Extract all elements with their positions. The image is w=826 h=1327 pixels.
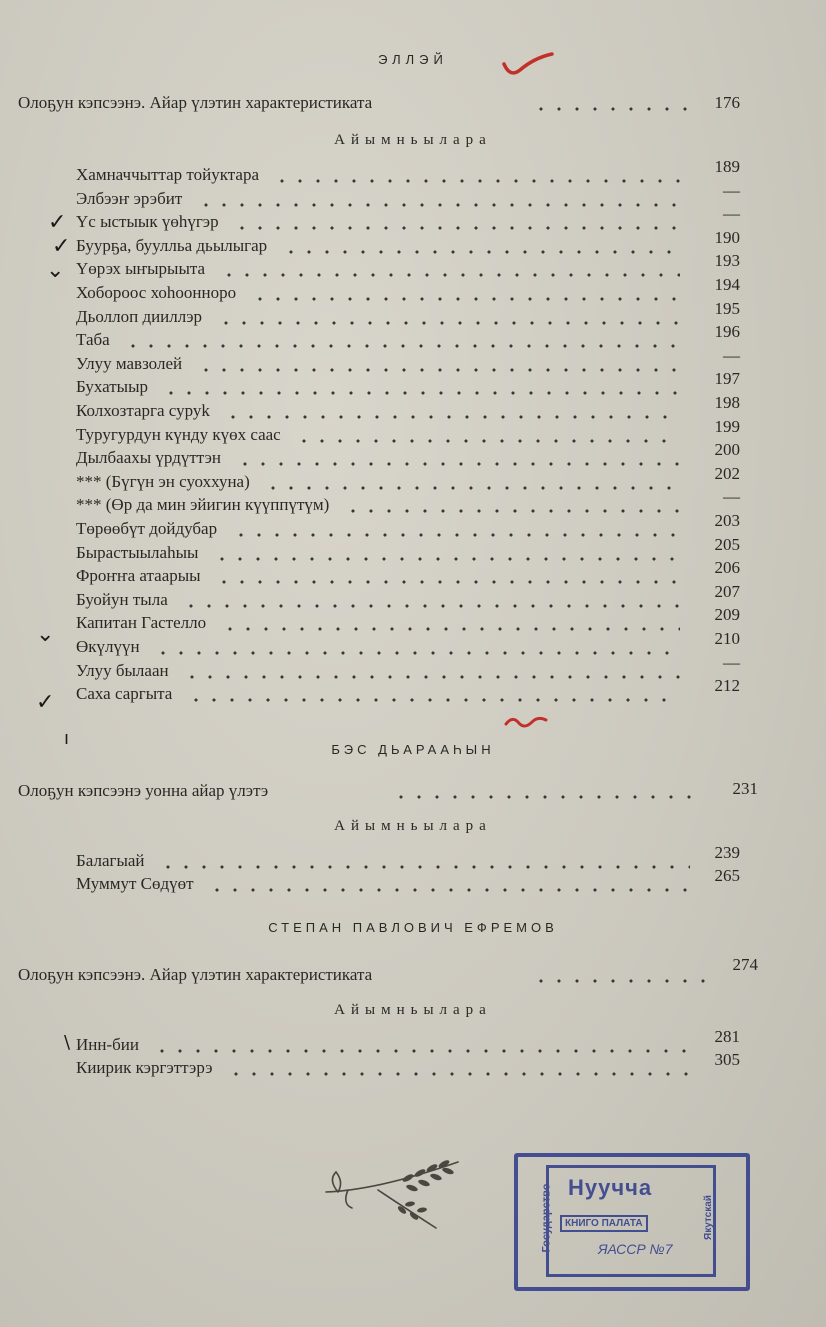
toc-entry-title: Туругурдун күнду күөх саас bbox=[76, 424, 281, 444]
dot-leader bbox=[215, 565, 680, 587]
toc-page-number: 190 bbox=[714, 227, 740, 247]
toc-entry-row bbox=[76, 322, 740, 351]
toc-entry-title: Хобороос хоһоонноро bbox=[76, 283, 237, 302]
toc-entry-row bbox=[76, 866, 740, 895]
toc-page-number: 281 bbox=[714, 1027, 740, 1046]
toc-page-number: 209 bbox=[714, 605, 740, 625]
dot-leader bbox=[392, 780, 696, 802]
toc-entry-title: Инн-бии bbox=[76, 1035, 139, 1054]
checkmark-icon: ✓ bbox=[52, 234, 71, 259]
toc-entry-row bbox=[76, 534, 740, 564]
toc-page-number: 200 bbox=[714, 440, 740, 460]
dot-leader bbox=[251, 282, 680, 304]
toc-entry-row bbox=[76, 558, 740, 587]
toc-entry-row bbox=[76, 581, 740, 611]
wheat-ornament-icon bbox=[318, 1150, 468, 1235]
toc-page-number: — bbox=[723, 652, 740, 672]
dot-leader bbox=[208, 873, 690, 895]
toc-entry-title: Дьоллоп дииллэр bbox=[76, 306, 203, 326]
toc-page-number: 202 bbox=[714, 463, 740, 483]
toc-entry-row bbox=[76, 251, 740, 280]
checkmark-icon: ⌄ bbox=[46, 258, 65, 283]
toc-page-number: — bbox=[723, 345, 740, 365]
toc-entry-row bbox=[76, 369, 740, 398]
section-heading-efremov: СТЕПАН ПАВЛОВИЧ ЕФРЕМОВ bbox=[268, 920, 558, 935]
dot-leader bbox=[197, 353, 680, 375]
toc-entry-row bbox=[76, 180, 740, 210]
toc-page-number: 197 bbox=[714, 369, 740, 389]
toc-entry-title: Хамначчыттар тойуктара bbox=[76, 165, 259, 184]
red-tick-icon bbox=[498, 50, 558, 80]
section-heading-bes: БЭС ДЬАРААҺЫН bbox=[331, 742, 495, 757]
toc-page-number: 198 bbox=[714, 393, 740, 412]
toc-page-number: 207 bbox=[714, 581, 740, 601]
toc-entry-title: Үс ыстыык үөһүгэр bbox=[76, 212, 219, 232]
dot-leader bbox=[295, 424, 680, 446]
toc-entry-title: Дылбаахы үрдүттэн bbox=[76, 448, 222, 468]
toc-entry-row bbox=[76, 227, 740, 257]
toc-page-number: 199 bbox=[714, 416, 740, 436]
toc-entry-row bbox=[76, 652, 740, 682]
toc-entry-title: Улуу былаан bbox=[76, 660, 169, 680]
dot-leader bbox=[232, 518, 680, 540]
toc-entry-row bbox=[76, 487, 740, 516]
toc-entry-title: Олоҕун кэпсээнэ. Айар үлэтин характеристиката bbox=[18, 965, 373, 984]
dot-leader bbox=[154, 636, 680, 658]
dot-leader bbox=[236, 447, 680, 469]
section-heading-elley: ЭЛЛЭЙ bbox=[378, 52, 448, 67]
toc-entry-title: Төрөөбүт дойдубар bbox=[76, 519, 218, 538]
toc-entry-row bbox=[76, 629, 740, 658]
dot-leader bbox=[282, 235, 680, 257]
toc-entry-title: Үөрэх ыҥырыыта bbox=[76, 259, 206, 279]
stamp-vertical-text: Государство bbox=[540, 1183, 553, 1253]
pencil-stroke-icon: ı bbox=[64, 728, 70, 749]
toc-page-number: 194 bbox=[714, 275, 740, 294]
toc-intro-row bbox=[18, 92, 740, 114]
toc-entry-row bbox=[76, 393, 740, 422]
toc-entry-title: Фроҥҥа атаарыы bbox=[76, 566, 201, 586]
toc-entry-title: Олоҕун кэпсээнэ уонна айар үлэтэ bbox=[18, 781, 269, 800]
toc-entry-title: Бырастыылаһыы bbox=[76, 542, 199, 562]
toc-entry-title: Муммут Сөдүөт bbox=[76, 874, 194, 893]
checkmark-icon: ✓ bbox=[48, 210, 67, 235]
stamp-main-text: Нуучча bbox=[568, 1175, 653, 1200]
toc-entry-title: Киирик кэргэттэрэ bbox=[76, 1058, 213, 1077]
dot-leader bbox=[159, 850, 690, 872]
toc-entry-title: Бухатыыр bbox=[76, 377, 148, 397]
dot-leader bbox=[264, 471, 680, 493]
dot-leader bbox=[213, 542, 680, 564]
dot-leader bbox=[233, 211, 680, 233]
toc-entry-row bbox=[76, 416, 740, 446]
checkmark-icon: ⌄ bbox=[36, 622, 55, 647]
toc-entry-title: Элбээҥ эрэбит bbox=[76, 188, 183, 208]
dot-leader bbox=[183, 660, 680, 682]
dot-leader bbox=[197, 188, 680, 210]
toc-page-number: 196 bbox=[714, 322, 740, 342]
dot-leader bbox=[162, 376, 680, 398]
red-tilde-icon bbox=[502, 712, 550, 734]
toc-page-number: 206 bbox=[714, 558, 740, 578]
toc-entry-row bbox=[76, 463, 740, 493]
dot-leader bbox=[273, 164, 680, 186]
toc-entry-title: Олоҕун кэпсээнэ. Айар үлэтин характеристиката bbox=[18, 93, 373, 112]
toc-entry-title: Буойун тыла bbox=[76, 589, 168, 609]
stamp-handwritten-text: ЯАССР №7 bbox=[598, 1241, 673, 1257]
toc-entry-row bbox=[76, 298, 740, 328]
dot-leader bbox=[182, 589, 680, 611]
toc-entry-title: *** (Бүгүн эн суоххуна) bbox=[76, 471, 250, 491]
toc-entry-row bbox=[76, 511, 740, 540]
toc-page-number: 189 bbox=[714, 157, 740, 176]
toc-entry-row bbox=[76, 275, 740, 304]
toc-page-number: 195 bbox=[714, 298, 740, 318]
toc-entry-row bbox=[76, 345, 740, 375]
dot-leader bbox=[187, 683, 680, 705]
dot-leader bbox=[227, 1057, 690, 1079]
toc-entry-title: Өкүлүүн bbox=[76, 637, 140, 656]
toc-entry-title: Колхозтарга суруk bbox=[76, 401, 210, 420]
toc-entry-title: Буурҕа, буулльа дьылыгар bbox=[76, 235, 268, 255]
toc-entry-row bbox=[76, 605, 740, 634]
checkmark-icon: ✓ bbox=[36, 690, 55, 715]
toc-intro-row bbox=[18, 779, 758, 802]
toc-entry-row bbox=[76, 676, 740, 705]
stamp-sub-text: КНИГО ПАЛАТА bbox=[560, 1215, 648, 1232]
toc-page-number: 212 bbox=[714, 676, 740, 696]
toc-page-number: 193 bbox=[714, 251, 740, 271]
toc-entry-row bbox=[76, 843, 740, 872]
toc-page-number: 305 bbox=[714, 1050, 740, 1069]
toc-page-number: — bbox=[723, 204, 740, 224]
toc-entry-title: Улуу мавзолей bbox=[76, 353, 183, 373]
dot-leader bbox=[221, 612, 680, 634]
pencil-stroke-icon: \ bbox=[64, 1032, 71, 1053]
toc-entry-row bbox=[76, 1027, 740, 1056]
library-stamp bbox=[514, 1153, 750, 1291]
dot-leader bbox=[124, 329, 680, 351]
subsection-heading: Айымньылара bbox=[334, 818, 492, 834]
dot-leader bbox=[153, 1034, 690, 1056]
toc-entry-title: Таба bbox=[76, 330, 110, 350]
dot-leader bbox=[532, 964, 706, 986]
toc-page-number: 203 bbox=[714, 511, 740, 530]
toc-page-number: 239 bbox=[714, 843, 740, 862]
toc-page-number: 205 bbox=[714, 534, 740, 554]
toc-page-number: — bbox=[723, 180, 740, 200]
toc-entry-title: Капитан Гастелло bbox=[76, 613, 207, 633]
toc-intro-row bbox=[18, 955, 758, 986]
toc-page-number: 231 bbox=[732, 779, 758, 798]
toc-page-number: — bbox=[723, 487, 740, 507]
toc-entry-row bbox=[76, 204, 740, 233]
toc-entry-title: Балагыай bbox=[76, 851, 145, 870]
stamp-vertical-text: Якутскай bbox=[702, 1195, 714, 1240]
dot-leader bbox=[220, 258, 680, 280]
toc-page-number: 274 bbox=[732, 955, 758, 974]
toc-page-number: 210 bbox=[714, 629, 740, 648]
dot-leader bbox=[344, 494, 680, 516]
subsection-heading: Айымньылара bbox=[334, 1002, 492, 1018]
toc-entry-row bbox=[76, 1050, 740, 1079]
dot-leader bbox=[532, 92, 696, 114]
dot-leader bbox=[224, 400, 680, 422]
toc-entry-row bbox=[76, 157, 740, 186]
toc-entry-row bbox=[76, 440, 740, 469]
toc-page-number: 176 bbox=[714, 93, 740, 112]
toc-page-number: 265 bbox=[714, 866, 740, 885]
toc-entry-title: *** (Өр да мин эйигин күүппүтүм) bbox=[76, 495, 330, 515]
toc-entry-title: Саха саргыта bbox=[76, 684, 173, 704]
subsection-heading: Айымньылара bbox=[334, 132, 492, 148]
dot-leader bbox=[217, 306, 680, 328]
